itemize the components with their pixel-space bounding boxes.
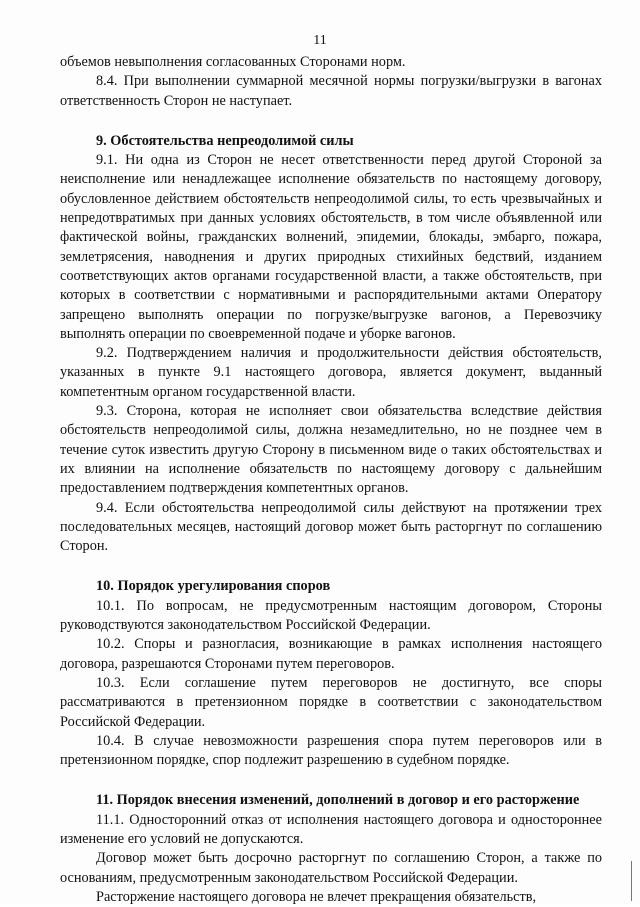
document-body: [60, 53, 602, 907]
scan-edge-mark: [631, 861, 632, 901]
page-number: 11: [313, 33, 327, 48]
paragraph-8-4: 8.4. При выполнении суммарной месячной нормы погрузки/выгрузки в вагонах ответственность Сторон не наступает.: [60, 73, 602, 109]
paragraph-10-3: 10.3. Если соглашение путем переговоров не достигнуто, все споры рассматриваются в претензионном порядке в соответствии с законодательством Российской Федерации.: [60, 674, 602, 730]
paragraph-9-2: 9.2. Подтверждением наличия и продолжительности действия обстоятельств, указанных в пункте 9.1 настоящего договора, является документ, выданный компетентным органом государственной власти.: [60, 345, 602, 400]
paragraph-11-2: Договор может быть досрочно расторгнут по соглашению Сторон, а также по основаниям, предусмотренным законодательством Российской Федерации.: [60, 850, 602, 886]
paragraph-9-1: 9.1. Ни одна из Сторон не несет ответственности перед другой Стороной за неисполнение или ненадлежащее исполнение обязательств по настоящему договору, обусловленное действием обстоятельств непреодолимой силы, то есть чрезвычайных и непредотвратимых при данных условиях обстоятельств, в том числе объявленной или фактической войны, гражданских волнений, эпидемии, блокады, эмбарго, пожара, землетрясения, наводнения и других природных стихийных бедствий, изданием соответствующих актов органами государственной власти, а также обстоятельств, при которых в соответствии с нормативными и распорядительными актами Оператору запрещено выполнять операции по погрузке/выгрузке вагонов, а Перевозчику выполнять операции по своевременной подаче и уборке вагонов.: [60, 152, 602, 342]
section-10-heading: 10. Порядок урегулирования споров: [96, 578, 331, 595]
paragraph-9-3: 9.3. Сторона, которая не исполняет свои обязательства вследствие действия обстоятельств непреодолимой силы, должна незамедлительно, но не позднее чем в течение суток известить другую Сторону в письменном виде о таких обстоятельствах и их влиянии на исполнение обязательств по настоящему договору с дальнейшим предоставлением подтверждения компетентных органов.: [60, 403, 602, 497]
paragraph-9-4: 9.4. Если обстоятельства непреодолимой силы действуют на протяжении трех последовательных месяцев, настоящий договор может быть расторгнут по соглашению Сторон.: [60, 499, 602, 555]
paragraph-10-4: 10.4. В случае невозможности разрешения спора путем переговоров или в претензионном порядке, спор подлежит разрешению в судебном порядке.: [60, 732, 602, 769]
paragraph-10-1: 10.1. По вопросам, не предусмотренным настоящим договором, Стороны руководствуются законодательством Российской Федерации.: [60, 597, 602, 634]
paragraph-10-2: 10.2. Споры и разногласия, возникающие в рамках исполнения настоящего договора, разрешаются Сторонами путем переговоров.: [60, 636, 602, 672]
paragraph-11-1: 11.1. Односторонний отказ от исполнения настоящего договора и одностороннее изменение его условий не допускаются.: [60, 811, 602, 847]
section-11-heading: 11. Порядок внесения изменений, дополнений в договор и его расторжение: [96, 792, 580, 809]
section-9-heading: 9. Обстоятельства непреодолимой силы: [96, 132, 354, 149]
paragraph: объемов невыполнения согласованных Сторонами норм.: [60, 54, 406, 70]
paragraph-11-3: Расторжение настоящего договора не влечет прекращения обязательств,: [96, 888, 537, 905]
